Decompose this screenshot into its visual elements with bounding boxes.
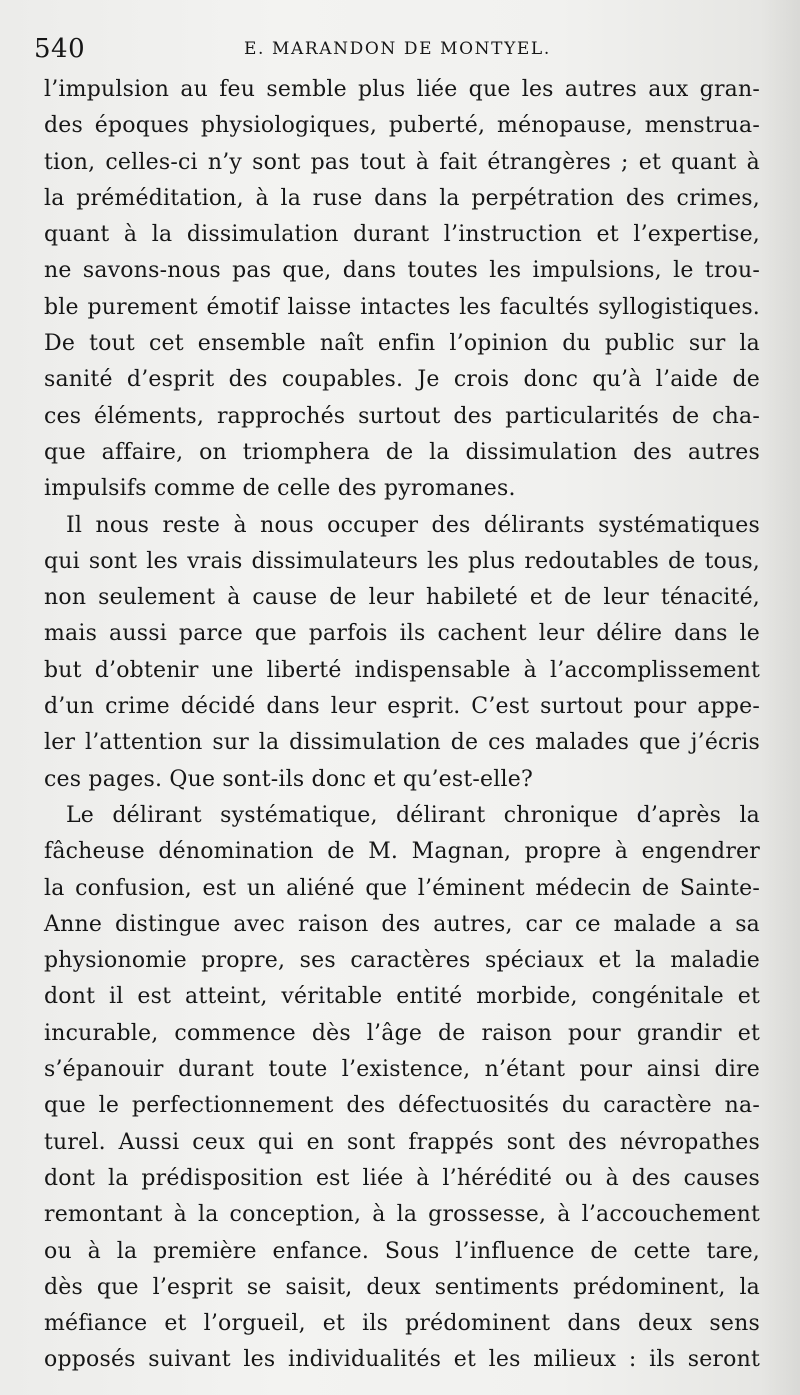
text-line: qui sont les vrais dissimulateurs les plus redoutables de tous,: [44, 548, 760, 574]
text-line: des époques physiologiques, puberté, ménopause, menstrua-: [44, 113, 760, 139]
text-line: Anne distingue avec raison des autres, car ce malade a sa: [44, 911, 760, 937]
paragraph-end-line: ces pages. Que sont-ils donc et qu’est-elle?: [44, 766, 533, 792]
text-line: d’un crime décidé dans leur esprit. C’est surtout pour appe-: [44, 694, 760, 720]
paragraph-start-line: Il nous reste à nous occuper des délirants systématiques: [66, 512, 760, 538]
text-line: fâcheuse dénomination de M. Magnan, propre à engendrer: [44, 839, 760, 865]
page-number: 540: [34, 34, 86, 64]
text-line: la préméditation, à la ruse dans la perpétration des crimes,: [44, 185, 760, 211]
text-line: dont il est atteint, véritable entité morbide, congénitale et: [44, 984, 760, 1010]
text-line: ne savons-nous pas que, dans toutes les impulsions, le trou-: [44, 258, 760, 284]
text-line: incurable, commence dès l’âge de raison pour grandir et: [44, 1020, 760, 1046]
text-line: quant à la dissimulation durant l’instruction et l’expertise,: [44, 222, 760, 248]
text-line: tion, celles-ci n’y sont pas tout à fait étrangères ; et quant à: [44, 149, 760, 175]
text-line: ou à la première enfance. Sous l’influence de cette tare,: [44, 1238, 760, 1264]
text-line: l’impulsion au feu semble plus liée que les autres aux gran-: [44, 77, 760, 102]
body-text: [44, 72, 760, 1379]
text-line: opposés suivant les individualités et les milieux : ils seront: [44, 1347, 760, 1373]
paragraph-start-line: Le délirant systématique, délirant chronique d’après la: [66, 802, 760, 828]
text-line: but d’obtenir une liberté indispensable à l’accomplissement: [44, 657, 760, 683]
text-line: que affaire, on triomphera de la dissimulation des autres: [44, 439, 760, 465]
text-line: physionomie propre, ses caractères spéciaux et la maladie: [44, 948, 760, 974]
text-line: s’épanouir durant toute l’existence, n’étant pour ainsi dire: [44, 1057, 760, 1083]
text-line: ler l’attention sur la dissimulation de ces malades que j’écris: [44, 730, 760, 756]
text-line: la confusion, est un aliéné que l’éminent médecin de Sainte-: [44, 875, 760, 901]
text-line: dont la prédisposition est liée à l’hérédité ou à des causes: [44, 1165, 760, 1191]
text-line: turel. Aussi ceux qui en sont frappés sont des névropathes: [44, 1129, 760, 1155]
text-line: non seulement à cause de leur habileté et de leur ténacité,: [44, 585, 760, 611]
paragraph-end-line: impulsifs comme de celle des pyromanes.: [44, 476, 516, 502]
text-line: sanité d’esprit des coupables. Je crois donc qu’à l’aide de: [44, 367, 760, 393]
text-line: De tout cet ensemble naît enfin l’opinion du public sur la: [44, 331, 760, 357]
text-line: méfiance et l’orgueil, et ils prédominent dans deux sens: [44, 1311, 760, 1337]
text-line: ces éléments, rapprochés surtout des particularités de cha-: [44, 403, 760, 429]
text-line: ble purement émotif laisse intactes les facultés syllogistiques.: [44, 294, 760, 320]
running-head: [34, 34, 760, 64]
text-line: dès que l’esprit se saisit, deux sentiments prédominent, la: [44, 1274, 760, 1300]
text-line: que le perfectionnement des défectuosités du caractère na-: [44, 1093, 760, 1119]
text-line: remontant à la conception, à la grossesse, à l’accouchement: [44, 1202, 760, 1228]
text-line: mais aussi parce que parfois ils cachent leur délire dans le: [44, 621, 760, 647]
running-title: E. MARANDON DE MONTYEL.: [244, 39, 551, 59]
